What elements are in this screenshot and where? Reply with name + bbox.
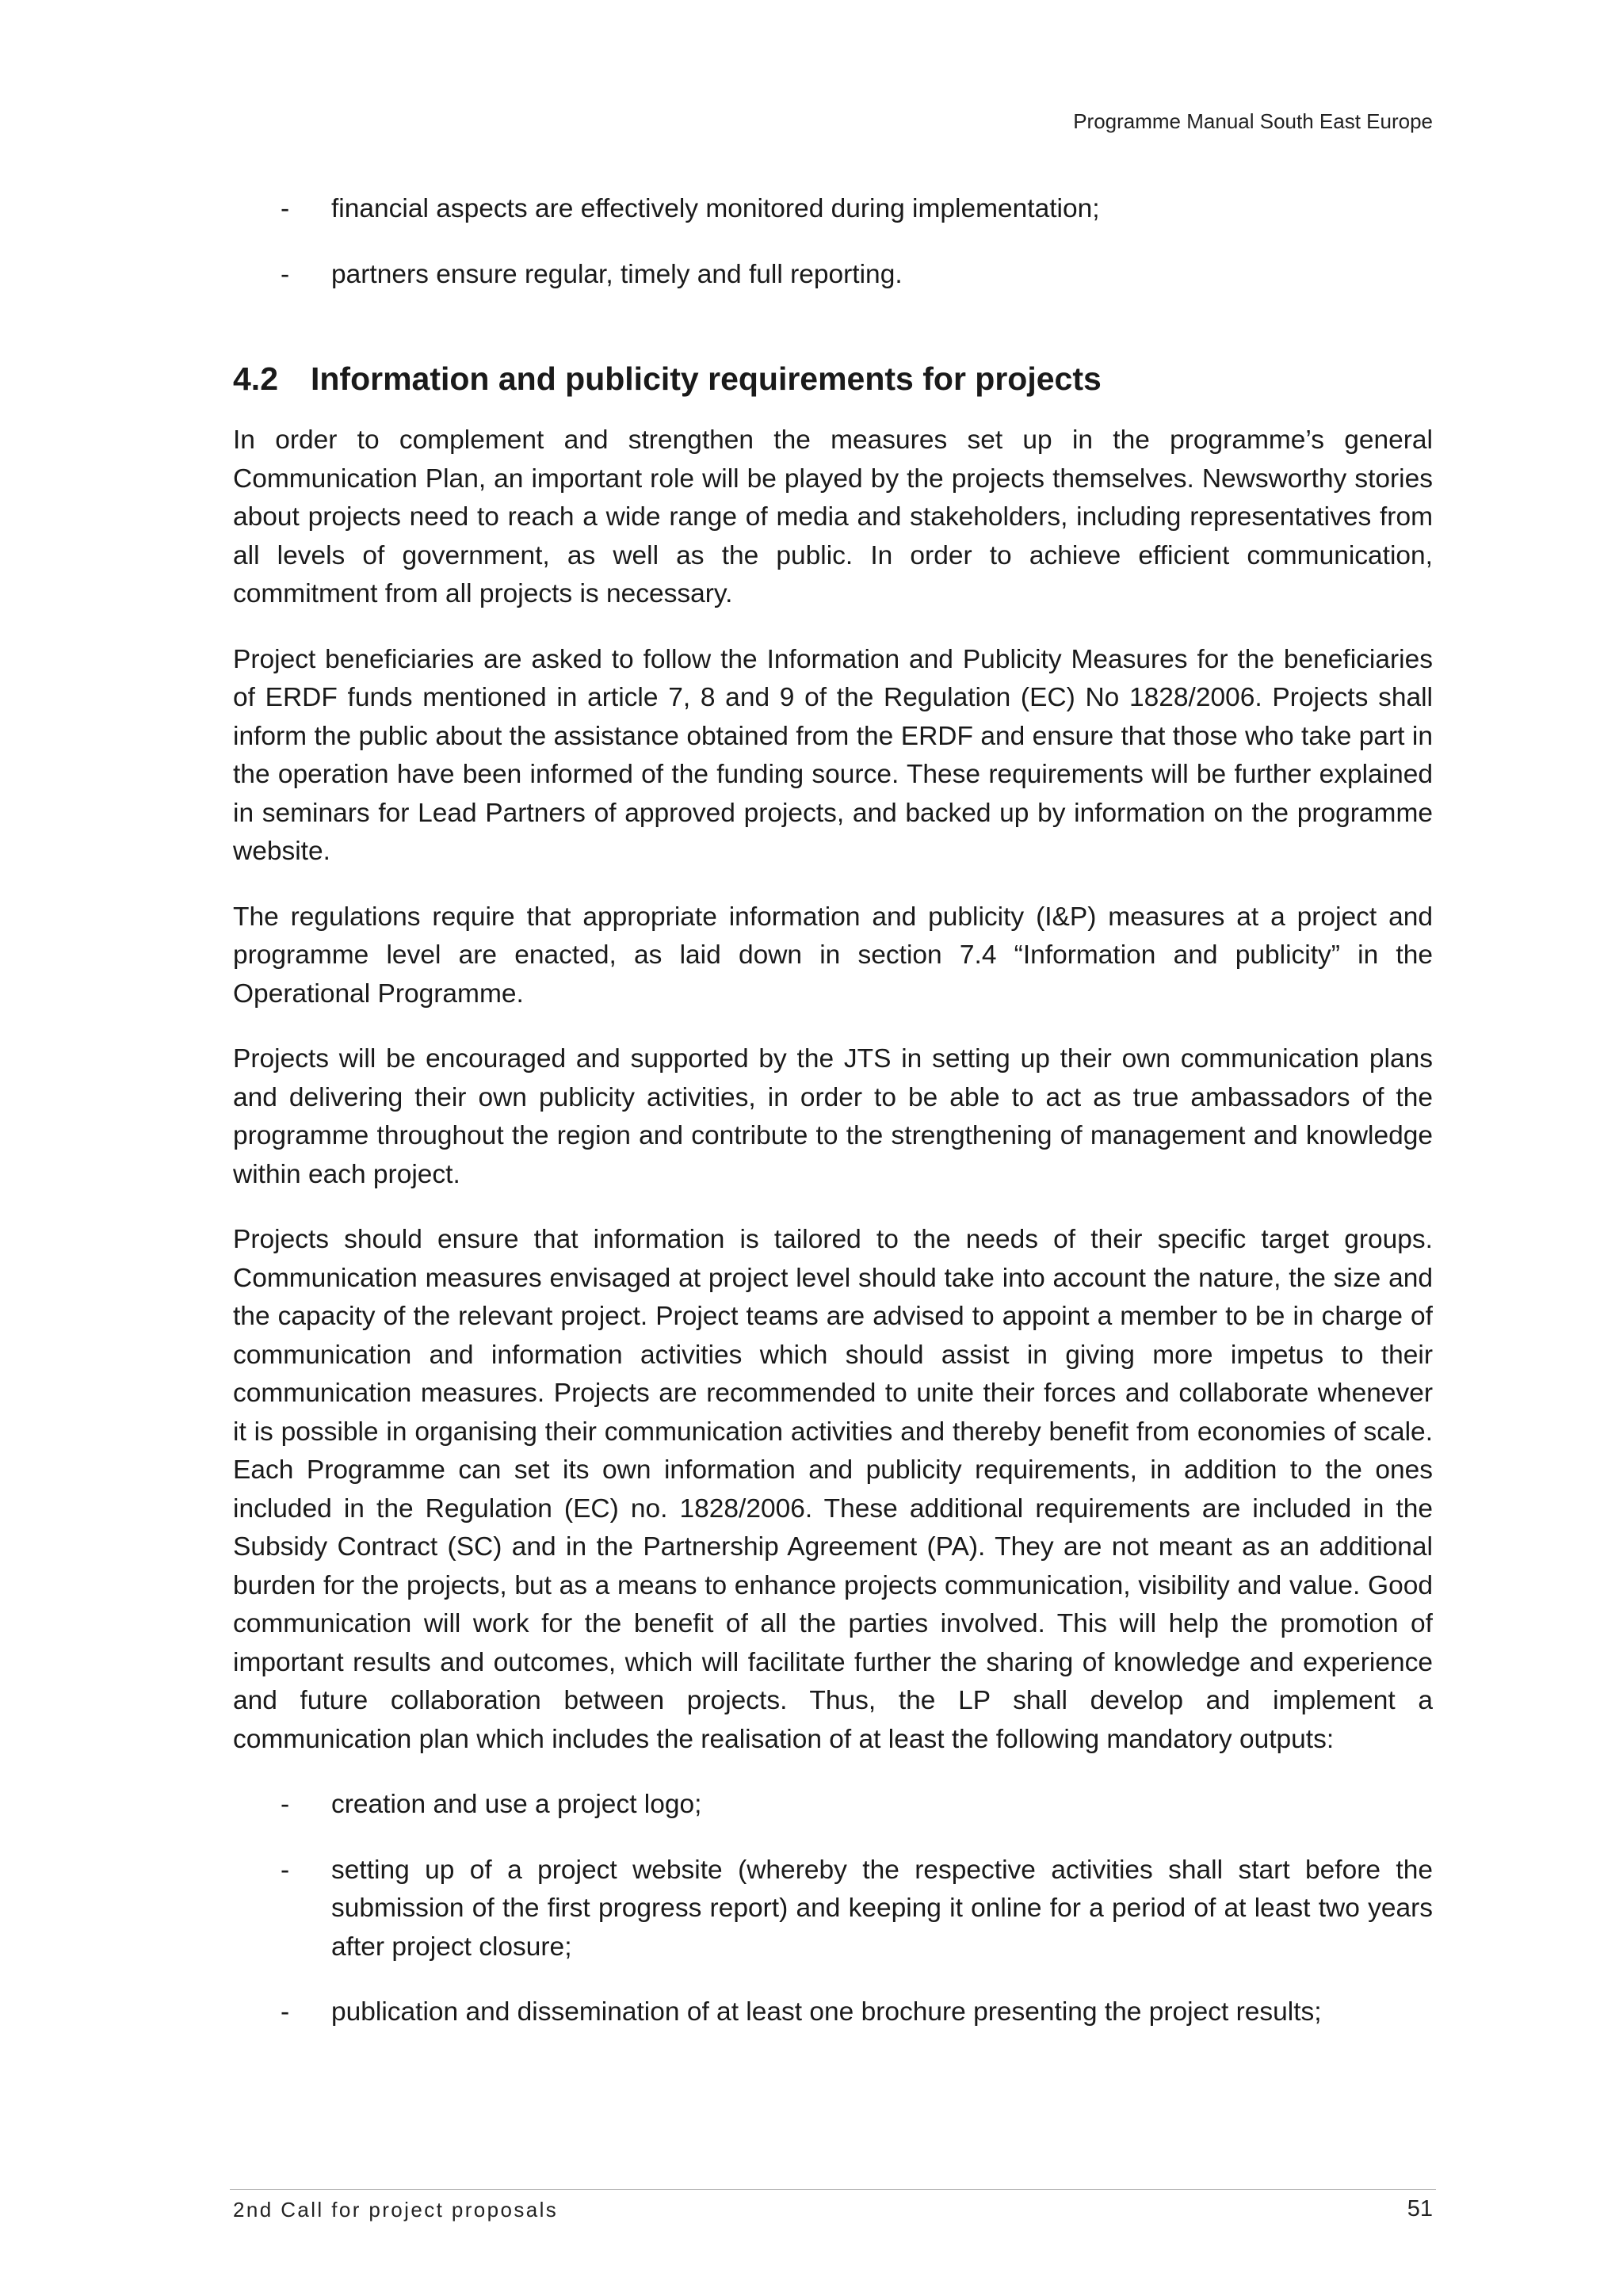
list-item (233, 1786, 1433, 1825)
list-item-text: creation and use a project logo; (331, 1790, 702, 1819)
paragraph: Project beneficiaries are asked to follow the Information and Publicity Measures for the beneficiaries of ERDF funds mentioned in article 7, 8 and 9 of the Regulation (EC) No 1828/2006. Projects shall inform the public about the assistance obtained from the ERDF and ensure that those who take part in the operation have been informed of the funding source. These requirements will be further explained in seminars for Lead Partners of approved projects, and backed up by information on the programme website. (233, 644, 1433, 866)
footer-divider (230, 2189, 1436, 2190)
bullet-dash: - (281, 1855, 290, 1885)
section-number: 4.2 (233, 360, 278, 397)
page-content (233, 190, 1433, 2059)
paragraph: Projects should ensure that information is tailored to the needs of their specific target groups. Communication measures envisaged at project level should take into account the nature, the size and the capacity of the relevant project. Project teams are advised to appoint a member to be in charge of communication and information activities which should assist in giving more impetus to their communication measures. Projects are recommended to unite their forces and collaborate whenever it is possible in organising their communication activities and thereby benefit from economies of scale. Each Programme can set its own information and publicity requirements, in addition to the ones included in the Regulation (EC) no. 1828/2006. These additional requirements are included in the Subsidy Contract (SC) and in the Partnership Agreement (PA). They are not meant as an additional burden for the projects, but as a means to enhance projects communication, visibility and value. Good communication will work for the benefit of all the parties involved. This will help the promotion of important results and outcomes, which will facilitate further the sharing of knowledge and experience and future collaboration between projects. Thus, the LP shall develop and implement a communication plan which includes the realisation of at least the following mandatory outputs: (233, 1225, 1433, 1754)
list-item (233, 256, 1433, 295)
list-item-text: partners ensure regular, timely and full reporting. (331, 259, 903, 289)
footer-label: 2nd Call for project proposals (233, 2198, 559, 2222)
bullet-dash: - (281, 259, 290, 289)
list-item (233, 190, 1433, 229)
bullet-dash: - (281, 1790, 290, 1819)
list-item-text: setting up of a project website (whereby the respective activities shall start before the submission of the first progress report) and keeping it online for a period of at least two years after project closure; (331, 1855, 1433, 1962)
list-item-text: publication and dissemination of at least one brochure presenting the project results; (331, 1997, 1322, 2027)
page-number: 51 (1407, 2196, 1433, 2222)
paragraph: Projects will be encouraged and supported by the JTS in setting up their own communication plans and delivering their own publicity activities, in order to be able to act as true ambassadors of the programme throughout the region and contribute to the strengthening of management and knowledge within each project. (233, 1044, 1433, 1189)
section-heading (233, 357, 1433, 401)
section-title: Information and publicity requirements for projects (311, 360, 1102, 397)
list-item (233, 1852, 1433, 1967)
list-item (233, 1993, 1433, 2032)
running-header: Programme Manual South East Europe (1073, 109, 1433, 133)
paragraph: The regulations require that appropriate information and publicity (I&P) measures at a project and programme level are enacted, as laid down in section 7.4 “Information and publicity” in the Operational Programme. (233, 902, 1433, 1009)
bullet-dash: - (281, 194, 290, 223)
list-item-text: financial aspects are effectively monitored during implementation; (331, 194, 1100, 223)
bullet-dash: - (281, 1997, 290, 2027)
paragraph: In order to complement and strengthen the measures set up in the programme’s general Communication Plan, an important role will be played by the projects themselves. Newsworthy stories about projects need to reach a wide range of media and stakeholders, including representatives from all levels of government, as well as the public. In order to achieve efficient communication, commitment from all projects is necessary. (233, 425, 1433, 608)
